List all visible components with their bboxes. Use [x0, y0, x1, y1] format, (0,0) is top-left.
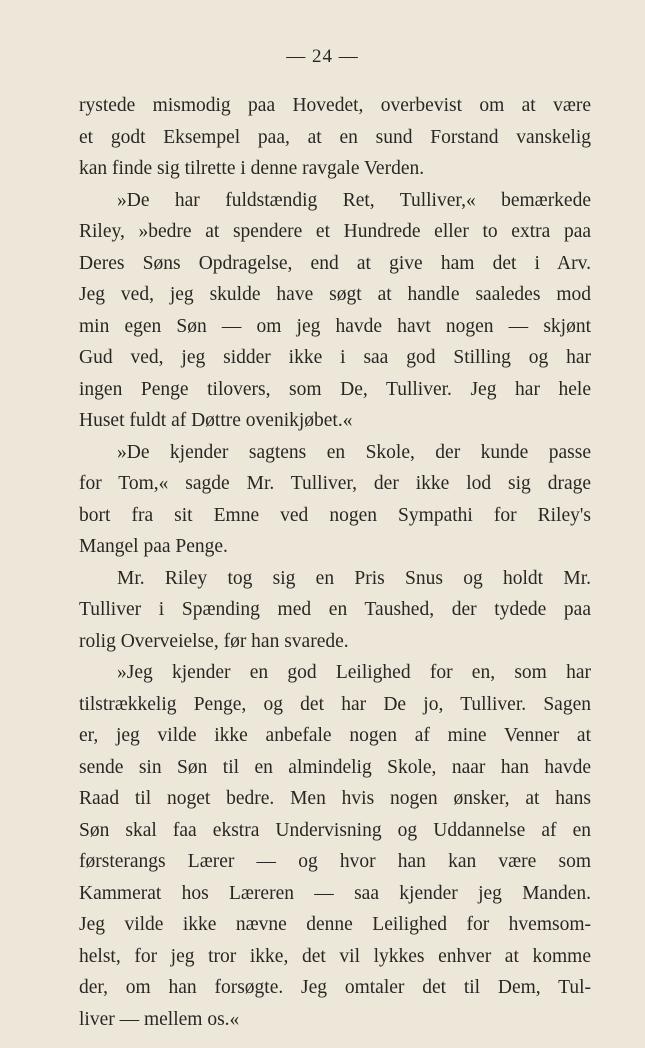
text-line: »De har fuldstændig Ret, Tulliver,« bemærkede [117, 189, 591, 211]
text-line: et godt Eksempel paa, at en sund Forstand vanskelig [79, 126, 591, 148]
text-line: helst, for jeg tror ikke, det vil lykkes enhver at komme [79, 945, 591, 967]
text-line: Mr. Riley tog sig en Pris Snus og holdt Mr. [117, 567, 591, 589]
text-line: tilstrækkelig Penge, og det har De jo, Tulliver. Sagen [79, 693, 591, 715]
text-line: min egen Søn — om jeg havde havt nogen — skjønt [79, 315, 591, 337]
text-line: er, jeg vilde ikke anbefale nogen af mine Venner at [79, 725, 591, 746]
text-line: Tulliver i Spænding med en Taushed, der tydede paa [79, 599, 591, 620]
body-text [79, 90, 591, 1035]
text-line: bort fra sit Emne ved nogen Sympathi for Riley's [79, 504, 591, 526]
text-line: Riley, »bedre at spendere et Hundrede eller to extra paa [79, 221, 591, 242]
text-line: Jeg vilde ikke nævne denne Leilighed for hvemsom- [79, 914, 591, 935]
text-line: kan finde sig tilrette i denne ravgale Verden. [79, 158, 425, 179]
text-line: liver — mellem os.« [79, 1008, 240, 1030]
text-line: Søn skal faa ekstra Undervisning og Uddannelse af en [79, 819, 591, 841]
text-line: der, om han forsøgte. Jeg omtaler det til Dem, Tul- [79, 977, 591, 998]
text-line: for Tom,« sagde Mr. Tulliver, der ikke lod sig drage [79, 473, 591, 494]
text-line: Deres Søns Opdragelse, end at give ham det i Arv. [79, 252, 591, 274]
text-line: Raad til noget bedre. Men hvis nogen ønsker, at hans [79, 788, 591, 809]
text-line: Jeg ved, jeg skulde have søgt at handle saaledes mod [79, 284, 591, 305]
text-line: Gud ved, jeg sidder ikke i saa god Stilling og har [79, 347, 591, 368]
text-line: Huset fuldt af Døttre ovenikjøbet.« [79, 410, 353, 431]
text-line: rystede mismodig paa Hovedet, overbevist om at være [79, 95, 591, 116]
text-line: »Jeg kjender en god Leilighed for en, som har [117, 662, 591, 683]
text-line: ingen Penge tilovers, som De, Tulliver. Jeg har hele [79, 378, 591, 400]
page-number: — 24 — [286, 46, 359, 67]
text-line: Mangel paa Penge. [79, 536, 228, 557]
text-line: rolig Overveielse, før han svarede. [79, 630, 349, 652]
text-line: førsterangs Lærer — og hvor han kan være som [79, 851, 591, 872]
text-line: Kammerat hos Læreren — saa kjender jeg Manden. [79, 882, 591, 904]
text-line: »De kjender sagtens en Skole, der kunde passe [117, 441, 591, 463]
text-line: sende sin Søn til en almindelig Skole, naar han havde [79, 756, 591, 778]
